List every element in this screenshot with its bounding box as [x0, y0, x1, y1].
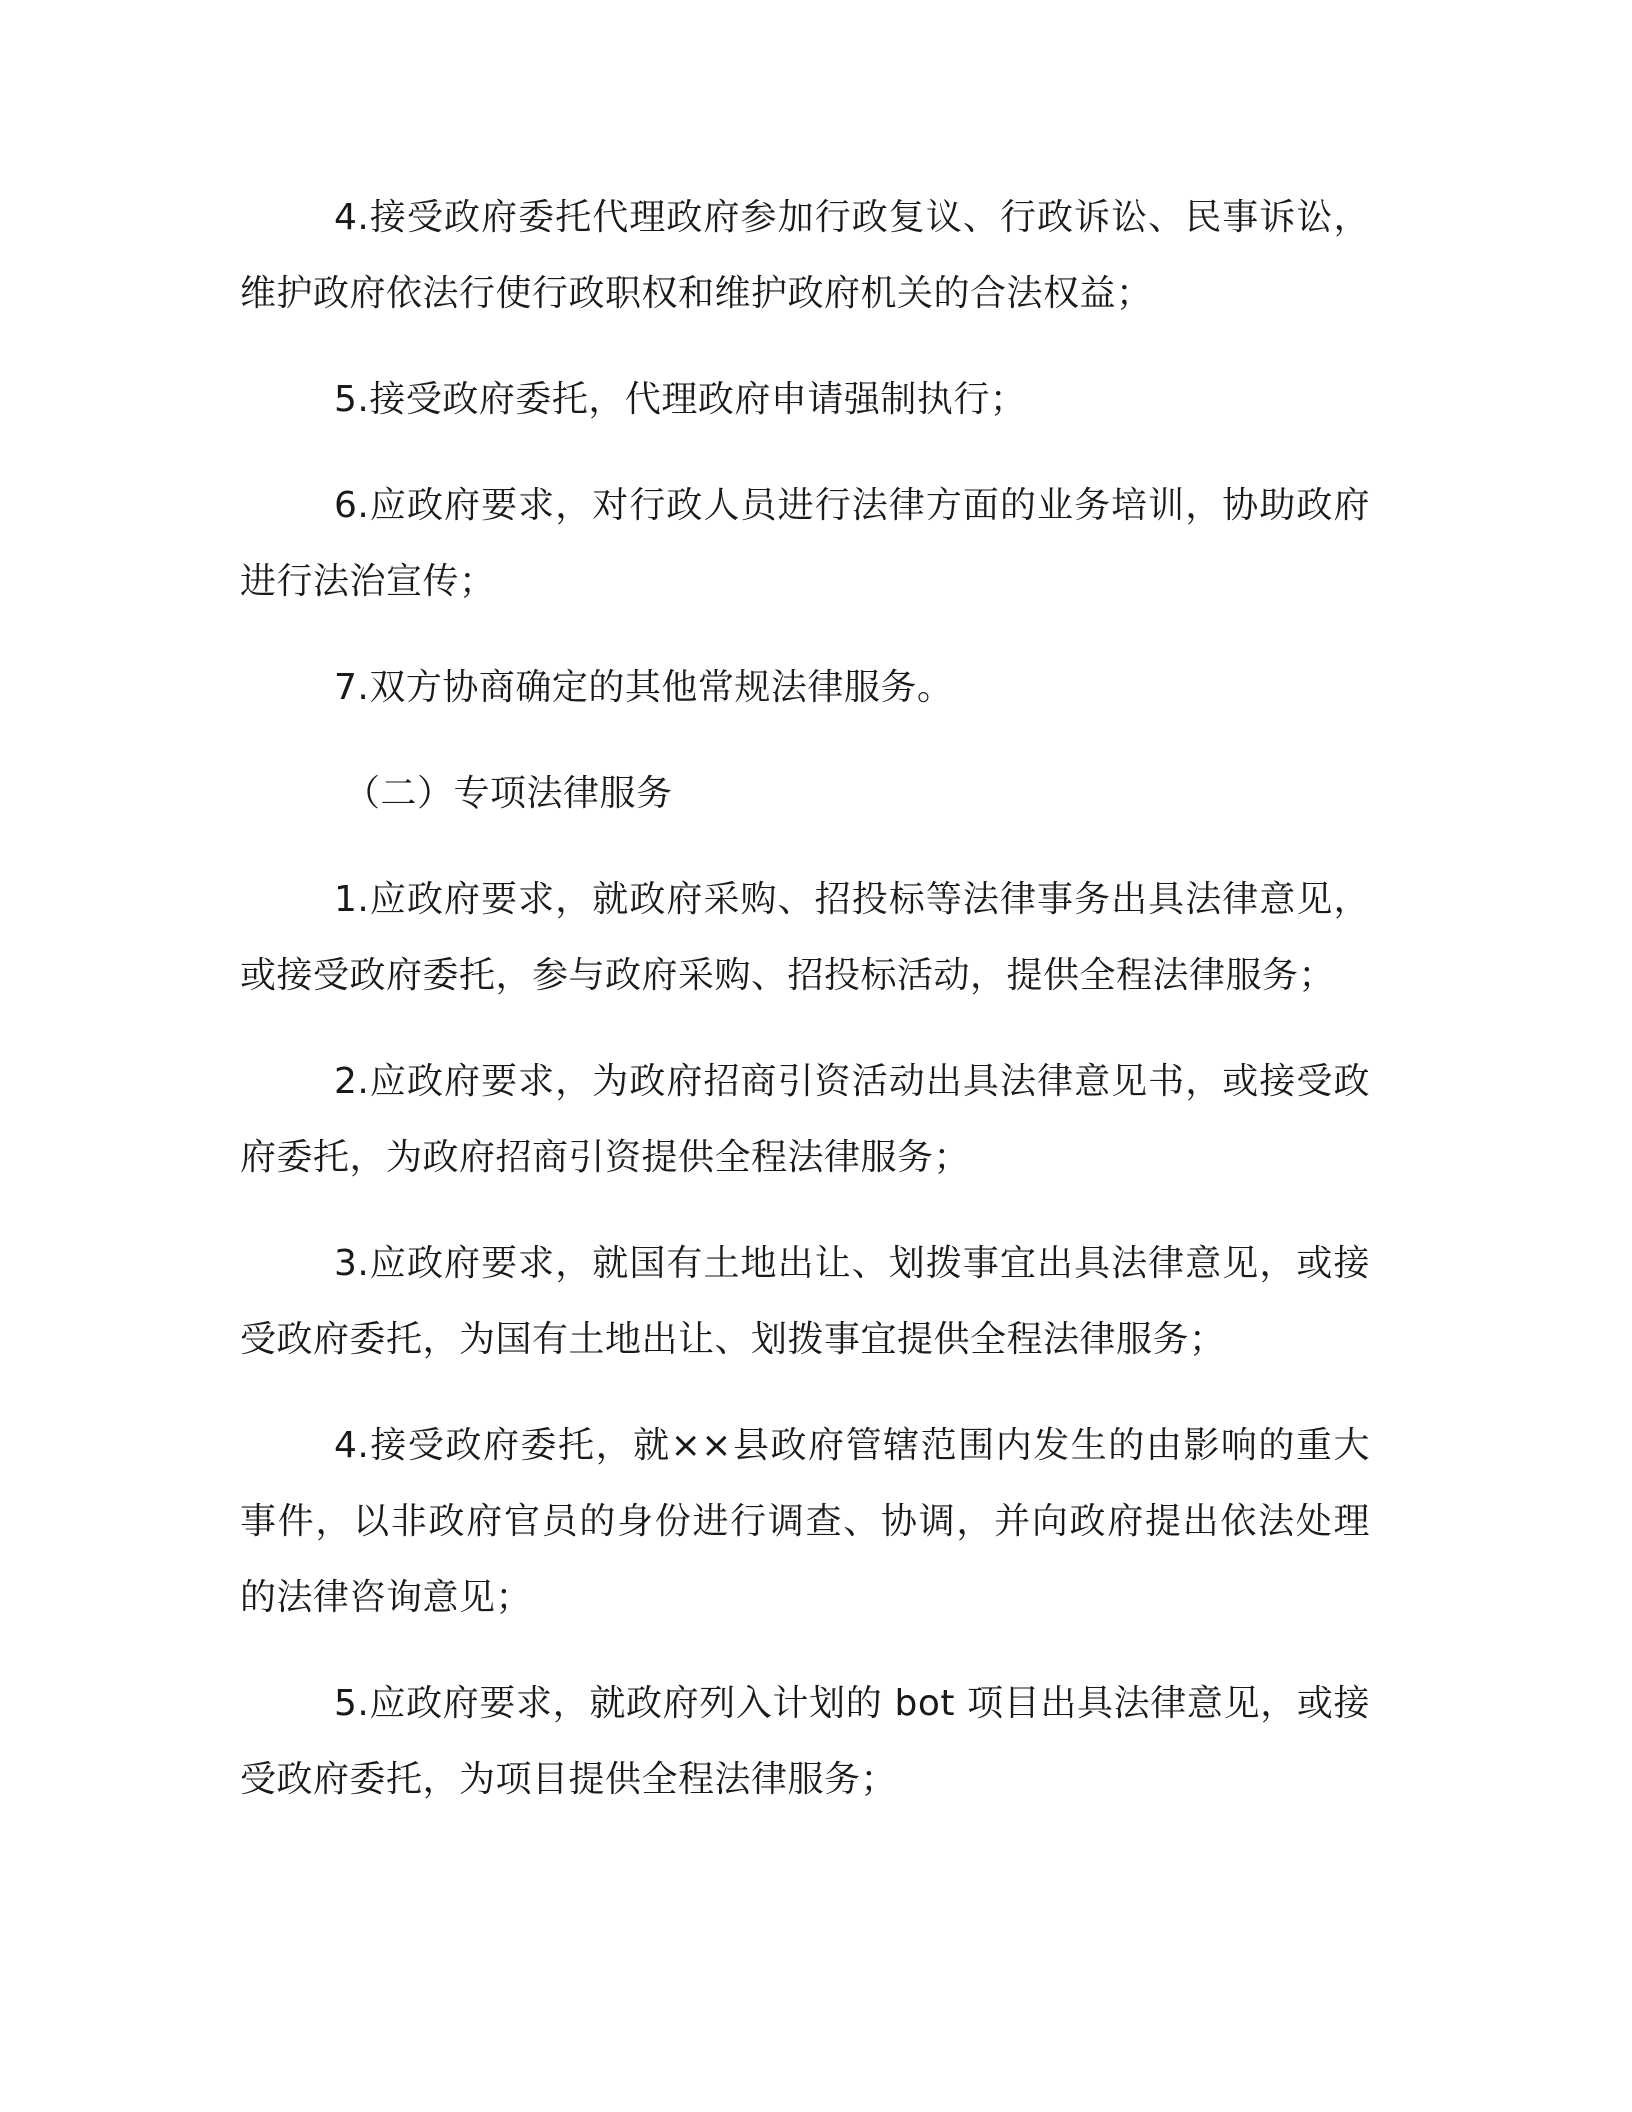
paragraph-item-6-training: 6.应政府要求，对行政人员进行法律方面的业务培训，协助政府进行法治宣传；: [240, 485, 1370, 602]
paragraph-special-2-investment: 2.应政府要求，为政府招商引资活动出具法律意见书，或接受政府委托，为政府招商引资提供全程法律服务；: [240, 1061, 1370, 1178]
paragraph-item-5-enforcement: 5.接受政府委托，代理政府申请强制执行；: [334, 379, 1027, 420]
section-heading-special-legal-services: （二）专项法律服务: [344, 773, 673, 814]
paragraph-item-7-other: 7.双方协商确定的其他常规法律服务。: [334, 667, 954, 708]
paragraph-special-3-land: 3.应政府要求，就国有土地出让、划拨事宜出具法律意见，或接受政府委托，为国有土地出让、划拨事宜提供全程法律服务；: [240, 1243, 1370, 1360]
paragraph-special-5-bot-projects: 5.应政府要求，就政府列入计划的 bot 项目出具法律意见，或接受政府委托，为项目提供全程法律服务；: [240, 1683, 1370, 1800]
paragraph-special-4-major-events: 4.接受政府委托，就××县政府管辖范围内发生的由影响的重大事件，以非政府官员的身份进行调查、协调，并向政府提出依法处理的法律咨询意见；: [240, 1425, 1370, 1618]
document-body: [240, 180, 1370, 1848]
paragraph-item-4-litigation: 4.接受政府委托代理政府参加行政复议、行政诉讼、民事诉讼，维护政府依法行使行政职权和维护政府机关的合法权益；: [240, 197, 1370, 314]
paragraph-special-1-procurement: 1.应政府要求，就政府采购、招投标等法律事务出具法律意见，或接受政府委托，参与政府采购、招投标活动，提供全程法律服务；: [240, 879, 1370, 996]
